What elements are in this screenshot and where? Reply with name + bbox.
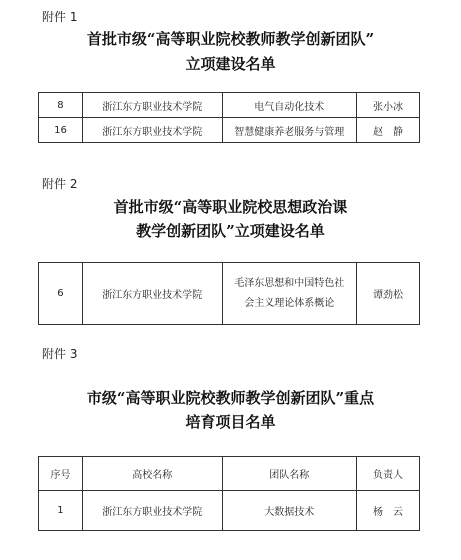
team-leader: 杨 云 — [357, 491, 420, 531]
annex2-title-line2: 教学创新团队”立项建设名单 — [136, 222, 325, 240]
header-school: 高校名称 — [82, 457, 222, 491]
table-row — [39, 491, 420, 531]
annex2-table — [38, 262, 420, 325]
school-name: 浙江东方职业技术学院 — [82, 263, 222, 325]
team-leader: 赵 静 — [357, 118, 420, 143]
annex2-label: 附件 2 — [42, 177, 78, 191]
table-row — [39, 93, 420, 118]
team-name: 大数据技术 — [222, 491, 357, 531]
table-row — [39, 118, 420, 143]
annex1-title-line2: 立项建设名单 — [185, 55, 276, 73]
team-name: 智慧健康养老服务与管理 — [222, 118, 357, 143]
team-name-line1: 毛泽东思想和中国特色社 — [234, 277, 345, 289]
school-name: 浙江东方职业技术学院 — [82, 491, 222, 531]
school-name: 浙江东方职业技术学院 — [82, 118, 222, 143]
annex3-table — [38, 456, 420, 531]
table-header-row — [39, 457, 420, 491]
annex3-title-line1: 市级“高等职业院校教师教学创新团队”重点 — [86, 389, 375, 407]
row-number: 8 — [39, 93, 83, 118]
team-leader: 谭劲松 — [357, 263, 420, 325]
annex1-table — [38, 92, 420, 143]
team-name — [222, 263, 357, 325]
annex2-title-line1: 首批市级“高等职业院校思想政治课 — [113, 198, 348, 216]
team-name: 电气自动化技术 — [222, 93, 357, 118]
header-leader: 负责人 — [357, 457, 420, 491]
row-number: 16 — [39, 118, 83, 143]
team-name-line2: 会主义理论体系概论 — [244, 297, 335, 309]
header-team: 团队名称 — [222, 457, 357, 491]
annex3-title-line2: 培育项目名单 — [185, 413, 276, 431]
row-number: 1 — [39, 491, 83, 531]
school-name: 浙江东方职业技术学院 — [82, 93, 222, 118]
annex3-label: 附件 3 — [42, 347, 78, 361]
team-leader: 张小冰 — [357, 93, 420, 118]
annex1-label: 附件 1 — [42, 10, 78, 24]
table-row — [39, 263, 420, 325]
row-number: 6 — [39, 263, 83, 325]
annex1-title-line1: 首批市级“高等职业院校教师教学创新团队” — [86, 30, 375, 48]
header-number: 序号 — [39, 457, 83, 491]
